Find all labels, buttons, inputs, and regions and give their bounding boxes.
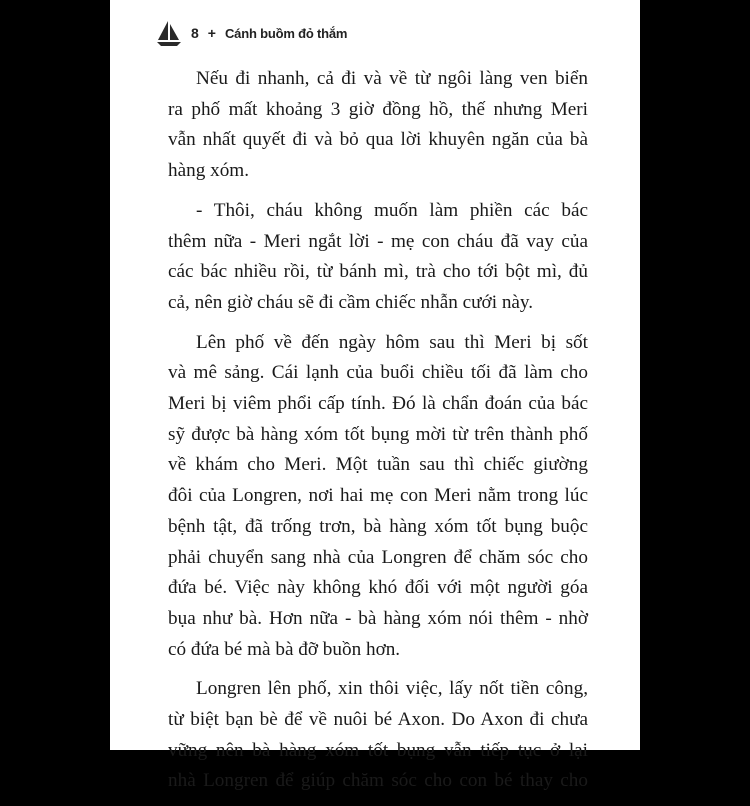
book-page	[110, 0, 640, 792]
text-line: về khám cho Meri. Một tuần sau thì chiếc giường	[168, 454, 588, 476]
text-line: phải chuyển sang nhà của Longren để chăm sóc cho	[168, 546, 588, 568]
text-line: vững nên bà hàng xóm tốt bụng vẫn tiếp tục ở lại	[168, 739, 588, 761]
paragraph-2	[168, 196, 588, 319]
text-line: và mê sảng. Cái lạnh của buổi chiều tối đã làm cho	[168, 362, 588, 384]
paragraph-1	[168, 64, 588, 187]
header-separator: +	[207, 25, 216, 41]
text-line: đứa bé. Việc này không khó đối với một người góa	[168, 577, 588, 599]
body-text	[168, 64, 588, 806]
text-line: vẫn nhất quyết đi và bỏ qua lời khuyên ngăn của bà	[168, 129, 588, 151]
text-line: từ biệt bạn bè để về nuôi bé Axon. Do Axon đi chưa	[168, 709, 588, 731]
text-line: thêm nữa - Meri ngắt lời - mẹ con cháu đã vay của	[168, 230, 588, 252]
text-line: sỹ được bà hàng xóm tốt bụng mời từ trên thành phố	[168, 423, 588, 445]
text-line: có đứa bé mà bà đỡ buồn hơn.	[168, 638, 401, 660]
text-line: Nếu đi nhanh, cả đi và về từ ngôi làng ven biển	[196, 68, 588, 89]
text-line: ra phố mất khoảng 3 giờ đồng hồ, thế nhưng Meri	[168, 98, 588, 120]
paragraph-4	[168, 674, 588, 797]
running-title: Cánh buồm đỏ thắm	[224, 25, 348, 41]
text-line: - Thôi, cháu không muốn làm phiền các bác	[196, 199, 588, 221]
text-line: Lên phố về đến ngày hôm sau thì Meri bị sốt	[196, 331, 588, 353]
text-line: hàng xóm.	[168, 160, 250, 182]
text-line: Longren lên phố, xin thôi việc, lấy nốt tiền công,	[196, 678, 588, 700]
text-line: bụa như bà. Hơn nữa - bà hàng xóm nói thêm - nhờ	[168, 607, 588, 629]
text-line: các bác nhiều rồi, từ bánh mì, trà cho tới bột mì, đủ	[168, 261, 588, 283]
text-line: nhà Longren để giúp chăm sóc cho con bé thay cho	[168, 770, 588, 792]
text-line: cả, nên giờ cháu sẽ đi cầm chiếc nhẫn cưới này.	[168, 291, 534, 313]
text-line: đôi của Longren, nơi hai mẹ con Meri nằm trong lúc	[168, 485, 588, 507]
text-line: bệnh tật, đã trống trơn, bà hàng xóm tốt bụng buộc	[168, 515, 588, 537]
paragraph-3	[168, 328, 588, 666]
sailboat-icon	[154, 18, 184, 48]
running-head	[154, 16, 347, 50]
page-number: 8	[191, 25, 199, 41]
text-line: Meri bị viêm phổi cấp tính. Đó là chẩn đoán của bác	[168, 393, 588, 415]
